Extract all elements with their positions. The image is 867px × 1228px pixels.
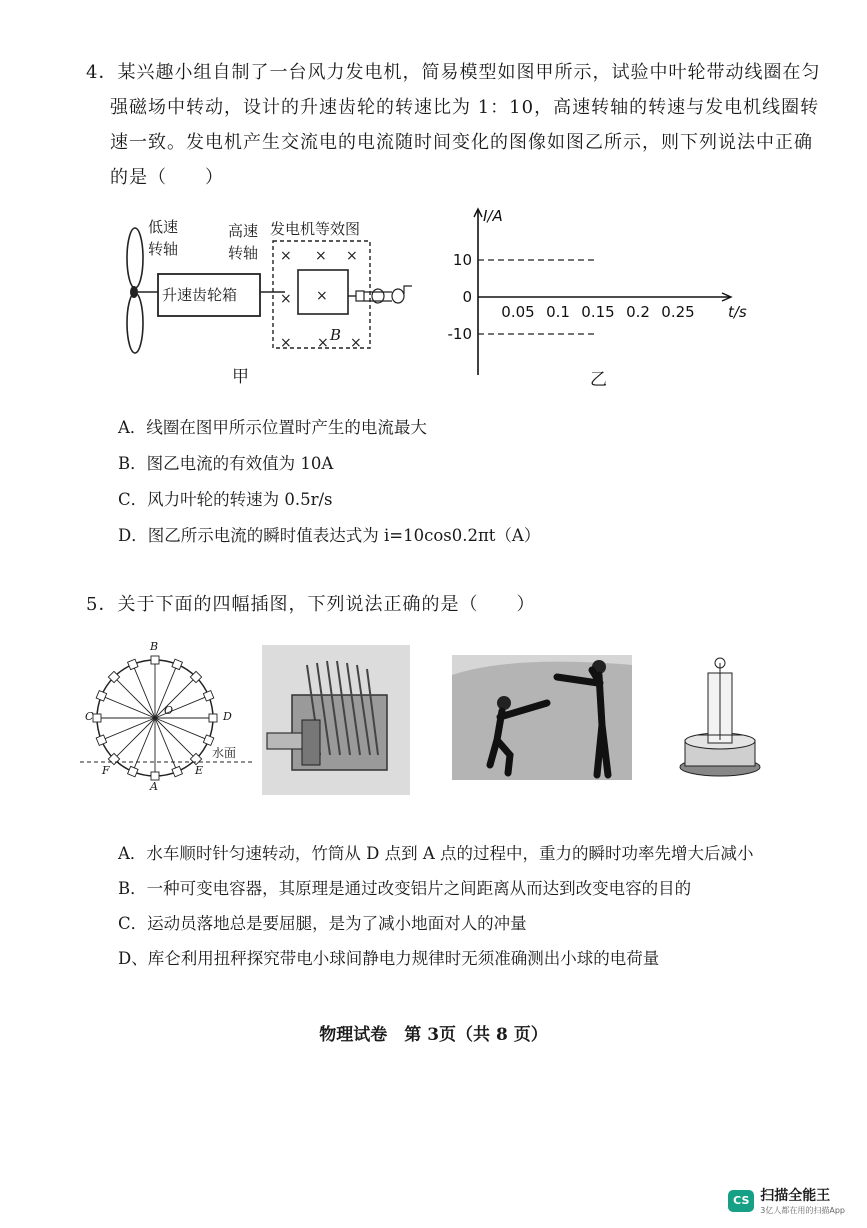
y-tick-label: 0	[462, 288, 472, 306]
torsion-balance-photo	[675, 655, 765, 785]
svg-text:×: ×	[346, 248, 358, 264]
y-tick-label: 10	[452, 251, 472, 269]
wheel-bucket	[172, 766, 182, 776]
scanner-watermark	[728, 1185, 845, 1216]
hub	[130, 286, 138, 298]
wheel-bucket	[172, 659, 182, 669]
q4-stem-line2: 强磁场中转动，设计的升速齿轮的转速比为 1：10，高速转轴的转速与发电机线圈转	[110, 97, 820, 118]
q5-option-a: A．水车顺时针匀速转动，竹筒从 D 点到 A 点的过程中，重力的瞬时功率先增大后减小	[118, 844, 754, 863]
slip-ring-1	[356, 291, 364, 301]
svg-text:×: ×	[280, 291, 292, 307]
wheel-label-d: D	[223, 710, 232, 723]
q5-stem: 5．关于下面的四幅插图，下列说法正确的是（ ）	[86, 594, 536, 615]
q4-option-d: D．图乙所示电流的瞬时值表达式为 i=10cos0.2πt（A）	[118, 526, 541, 545]
svg-text:×: ×	[317, 335, 329, 351]
svg-text:×: ×	[316, 288, 328, 304]
wheel-bucket	[203, 691, 213, 701]
wheel-bucket	[209, 714, 217, 722]
svg-text:×: ×	[350, 335, 362, 351]
x-tick-label: 0.1	[546, 303, 570, 321]
q4-stem-line1: 4．某兴趣小组自制了一台风力发电机，简易模型如图甲所示，试验中叶轮带动线圈在匀	[86, 62, 821, 83]
wheel-label-a: A	[150, 780, 158, 793]
wheel-bucket	[93, 714, 101, 722]
x-axis-label: t/s	[728, 303, 747, 321]
field-crosses	[280, 248, 362, 351]
svg-text:×: ×	[315, 248, 327, 264]
wheel-bucket	[96, 735, 106, 745]
blade-top	[127, 228, 143, 288]
wheel-spoke	[155, 718, 196, 759]
q4-option-c: C．风力叶轮的转速为 0.5r/s	[118, 490, 333, 509]
wheel-label-c: C	[85, 710, 94, 723]
wheel-bucket	[128, 659, 138, 669]
q5-option-b: B．一种可变电容器，其原理是通过改变铝片之间距离从而达到改变电容的目的	[118, 879, 692, 898]
water-wheel	[80, 640, 270, 805]
figure-jia	[110, 208, 430, 398]
svg-text:×: ×	[280, 335, 292, 351]
gymnast-landing-photo	[452, 655, 632, 780]
svg-text:×: ×	[280, 248, 292, 264]
wheel-spoke	[155, 677, 196, 718]
q4-stem-line3: 速一致。发电机产生交流电的电流随时间变化的图像如图乙所示，则下列说法中正确	[110, 132, 813, 153]
water-wheel-figure	[80, 640, 270, 805]
wheel-label-b: B	[150, 640, 159, 653]
x-tick-label: 0.05	[501, 303, 535, 321]
caption-yi: 乙	[590, 370, 607, 390]
q5-option-c: C．运动员落地总是要屈腿，是为了减小地面对人的冲量	[118, 914, 527, 933]
blade-bottom	[127, 293, 143, 353]
wheel-bucket	[128, 766, 138, 776]
wheel-bucket	[151, 772, 159, 780]
scanner-tagline: 3亿人都在用的扫描App	[760, 1206, 845, 1215]
high-speed-label-1: 高速	[228, 222, 259, 240]
wheel-label-o: O	[164, 704, 174, 717]
wheel-bucket	[151, 656, 159, 664]
wheel-spoke	[114, 718, 155, 759]
wheel-bucket	[96, 691, 106, 701]
page-footer: 物理试卷 第 3页（共 8 页）	[319, 1025, 548, 1045]
y-axis-label: I/A	[483, 207, 503, 225]
wheel-label-f: F	[102, 764, 110, 777]
q5-option-d: D、库仑利用扭秤探究带电小球间静电力规律时无须准确测出小球的电荷量	[118, 949, 660, 968]
x-tick-label: 0.25	[661, 303, 695, 321]
q4-option-b: B．图乙电流的有效值为 10A	[118, 454, 334, 473]
low-speed-label-2: 转轴	[148, 240, 179, 258]
slip-ring-3	[392, 289, 404, 303]
cs-logo-icon: CS	[728, 1190, 754, 1212]
variable-capacitor-photo	[262, 645, 410, 795]
low-speed-label-1: 低速	[148, 218, 179, 236]
b-field-label: B	[330, 326, 342, 344]
water-surface-label: 水面	[212, 746, 237, 760]
y-tick-label: -10	[447, 325, 472, 343]
scanner-name: 扫描全能王	[760, 1188, 831, 1204]
caption-jia: 甲	[232, 367, 249, 387]
x-tick-label: 0.2	[626, 303, 650, 321]
figure-yi	[440, 205, 770, 395]
x-tick-label: 0.15	[581, 303, 615, 321]
q4-option-a: A．线圈在图甲所示位置时产生的电流最大	[118, 418, 427, 437]
gearbox-label: 升速齿轮箱	[162, 286, 238, 304]
wheel-spoke	[114, 677, 155, 718]
high-speed-label-2: 转轴	[228, 244, 259, 262]
leads	[364, 286, 412, 301]
q4-stem-line4: 的是（ ）	[110, 167, 224, 188]
generator-title: 发电机等效图	[270, 220, 361, 238]
wheel-label-e: E	[195, 764, 204, 777]
